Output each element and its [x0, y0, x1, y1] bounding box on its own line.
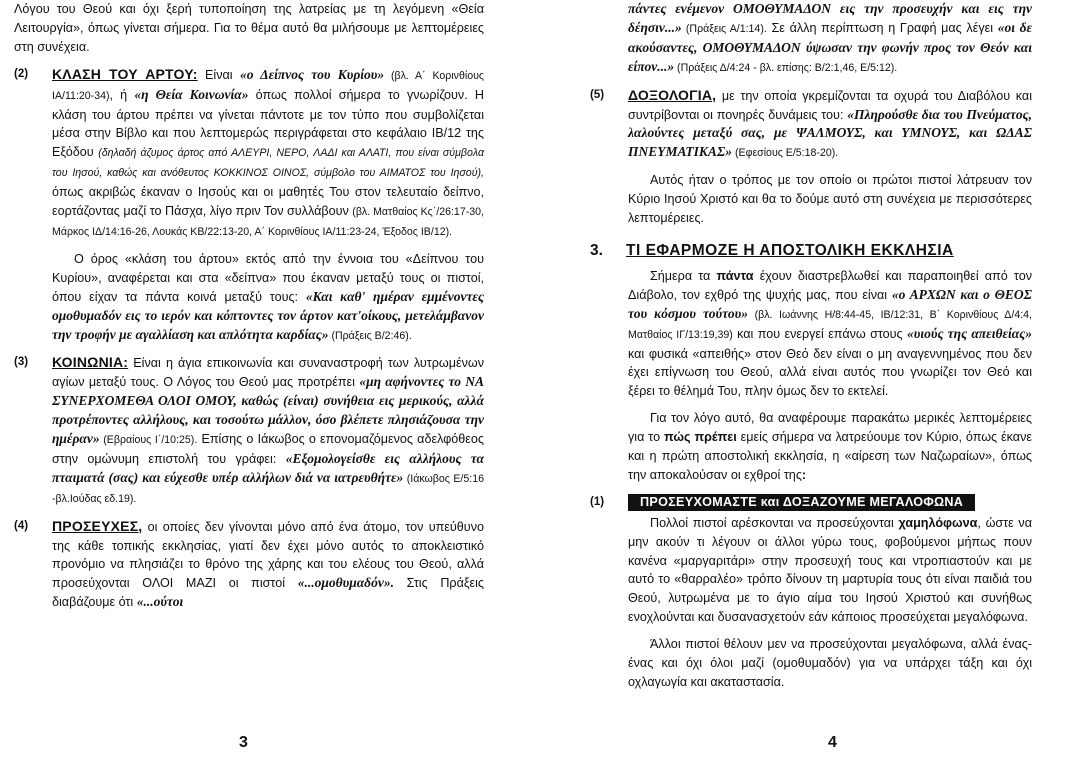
parenthetical-note: (δηλαδή άζυμος άρτος από ΑΛΕΥΡΙ, ΝΕΡΟ, ΛΑΔΙ και ΑΛΑΤΙ, που είναι σύμβολα του Ιησού, καθώς και ανόθευτος ΚΟΚΚΙΝΟΣ ΟΙΝΟΣ, σύμβολο του ΑΙΜΑΤΟΣ του Ιησού),: [52, 147, 484, 180]
item-3-koinonia: [14, 353, 484, 508]
quote: «οι δε ακούσαντες, ΟΜΟΘΥΜΑΔΟΝ ύψωσαν την φωνήν προς τον Θεόν και είπον...»: [628, 19, 1033, 74]
item-4-heading: ΠΡΟΣΕΥΧΕΣ,: [52, 517, 143, 534]
quote: «Και καθ' ημέραν εμμένοντες ομοθυμαδόν εις το ιερόν και κόπτοντες τον άρτον κατ'οίκους, μετελάμβανον την τροφήν με αγαλλίαση και απλότητα καρδίας»: [52, 288, 484, 342]
text-run: Στις Πράξεις διαβάζουμε ότι: [52, 576, 484, 610]
bold-run: :: [801, 467, 807, 482]
text-run: Είναι η άγια επικοινωνία και συναναστροφή των λυτρωμένων αγίων μεταξύ τους. Ο Λόγος του Θεού μας προτρέπει: [52, 356, 484, 390]
bold-run: πώς πρέπει: [664, 430, 737, 445]
left-page-content: [14, 0, 484, 612]
bold-run: πάντα: [716, 268, 754, 283]
item-4-proseuxes: [14, 517, 484, 613]
item-1-paragraph: [628, 514, 1032, 627]
reference: (Εφεσίους Ε/5:18-20).: [732, 147, 839, 160]
item-number: (1): [590, 495, 605, 508]
item-3-paragraph: [52, 353, 484, 508]
text-run: Πολλοί πιστοί αρέσκονται να προσεύχονται: [650, 515, 899, 530]
text-run: όπως πολλοί σήμερα το γνωρίζουν. Η κλάση του άρτου πρέπει να γίνεται πάντοτε με τον τύπο που συμβολίζεται μέσα στην Βίβλο και που λεπτομερώς περιγράφεται στο κεφάλαιο ΙΒ/12 της Εξόδου: [52, 87, 484, 160]
page-number: 4: [828, 734, 837, 751]
text-run: , ώστε να μην ακούν τι λέγουν οι άλλοι γύρω τους, φοβούμενοι μήπως πουν κανένα «μαργαριτάρι» στην προσευχή τους και ντροπιαστούν και με αυτό το «θαρραλέο» τρόπο δίνουν τη μαρτυρία τους ότι είναι παιδιά του Θεού, λυτρωμένα με το άγιο αίμα του Ιησού Χριστού και συνήθως ενοχλούνται και δυσανασχετούν εάν κάποιος προσεύχεται μεγαλόφωνα.: [628, 515, 1032, 625]
reference: (Εβραίους Ι΄/10:25).: [99, 434, 198, 447]
reference: (βλ. Ματθαίος Κς΄/26:17-30, Μάρκος ΙΔ/14:16-26, Λουκάς ΚΒ/22:13-20, Α΄ Κορινθίους ΙΑ/11:23-24, Έξοδος ΙΒ/12).: [52, 206, 484, 238]
text-run: Ο όρος «κλάση του άρτου» εκτός από την έννοια του «Δείπνου του Κυρίου», αναφέρεται και στα «δείπνα» που έκαναν μεταξύ τους οι πιστοί, όπου είχαν τα πάντα κοινά μεταξύ τους:: [52, 251, 484, 304]
reference: (βλ. Α΄ Κορινθίους ΙΑ/11:20-34): [52, 69, 485, 102]
reference: (Ιάκωβος Ε/5:16 -βλ.Ιούδας εδ.19).: [52, 472, 484, 505]
item-1-banner: ΠΡΟΣΕΥΧΟΜΑΣΤΕ και ΔΟΞΑΖΟΥΜΕ ΜΕΓΑΛΟΦΩΝΑ: [628, 494, 975, 511]
bold-run: χαμηλόφωνα: [898, 515, 978, 530]
section-paragraph-2: [628, 409, 1032, 485]
text-run: όπως ακριβώς έκαναν ο Ιησούς και οι μαθητές Του στον τελευταίο δείπνο, εορτάζοντας μαζί το Πάσχα, λίγο πριν Τον συλλάβουν: [52, 185, 484, 219]
continuation-paragraph: [628, 0, 1032, 78]
item-5-doxologia: [590, 86, 1032, 228]
text-run: , ή: [109, 87, 135, 102]
text-run: με την οποία γκρεμίζονται τα οχυρά του Διαβόλου και συντρίβονται οι πονηρές δυνάμεις του:: [628, 88, 1032, 122]
item-2-paragraph: [52, 65, 484, 242]
reference: (Πράξεις Δ/4:24 - βλ. επίσης: Β/2:1,46, Ε/5:12).: [674, 61, 898, 74]
quote: «μη αφήνοντες το ΝΑ ΣΥΝΕΡΧΟΜΕΘΑ ΟΛΟΙ ΟΜΟΥ, καθώς (είναι) συνήθεια εις μερικούς, αλλά προτρέποντες αλλήλους, και τοσούτω μάλλον, όσο βλέπετε πλησιάζουσα την ημέραν»: [52, 374, 484, 447]
quote: «υιούς της απειθείας»: [906, 325, 1032, 341]
right-page-content: [590, 0, 1032, 692]
item-2-second-paragraph: [52, 250, 484, 346]
section-number: 3.: [590, 241, 603, 259]
text-run: έχουν διαστρεβλωθεί και παραποιηθεί από τον Διάβολο, τον εχθρό της ψυχής μας, που είναι: [628, 268, 1032, 302]
item-2-klasi-artou: [14, 65, 484, 346]
item-1-row: [590, 493, 1032, 512]
item-number: (5): [590, 88, 605, 101]
item-number: (3): [14, 356, 29, 369]
item-number: (2): [14, 67, 29, 80]
text-run: Για τον λόγο αυτό, θα αναφέρουμε παρακάτω μερικές λεπτομέρειες για το: [628, 411, 1032, 445]
item-5-paragraph: [628, 86, 1032, 164]
quote: «Εξομολογείσθε εις αλλήλους τα πταιματά (σας) και εύχεσθε υπέρ αλλήλων διά να ιατρευθήτε»: [52, 450, 484, 485]
intro-paragraph: Λόγου του Θεού και όχι ξερή τυποποίηση της λατρείας με τη λεγόμενη «Θεία Λειτουργία», όπως γίνεται σήμερα. Για το θέμα αυτό θα μιλήσουμε με λεπτομέρειες στη συνέχεια.: [14, 2, 484, 54]
right-page: [590, 0, 1032, 768]
item-5-heading: ΔΟΞΟΛΟΓΙΑ,: [628, 86, 717, 103]
quote: «η Θεία Κοινωνία»: [134, 86, 249, 102]
item-1-body: [590, 514, 1032, 692]
quote: «...ούτοι: [136, 594, 184, 610]
item-4-continuation: [590, 0, 1032, 78]
left-page: [14, 0, 484, 768]
quote: πάντες ενέμενον ΟΜΟΘΥΜΑΔΟΝ εις την προσευχήν και εις την δέησιν...»: [628, 1, 1032, 35]
section-paragraph-1: [628, 267, 1032, 401]
text-run: εμείς σήμερα να λατρεύουμε τον Κύριο, όπως έκανε και η πρώτη αποστολική εκκλησία, η «αίρεση των Ναζωραίων», όπως την αποκαλούσαν οι εχθροί της: [628, 430, 1032, 482]
section-body: [590, 267, 1032, 485]
text-run: Είναι: [197, 67, 240, 82]
text-run: Επίσης ο Ιάκωβος ο επονομαζόμενος αδελφόθεος στην ομώνυμη επιστολή του γράφει:: [52, 432, 484, 466]
reference: (Πράξεις Α/1:14).: [681, 22, 767, 35]
item-1-second-paragraph: Άλλοι πιστοί θέλουν μεν να προσεύχονται μεγαλόφωνα, αλλά ένας-ένας και όχι όλοι μαζί (ομοθυμαδόν) για να υπάρχει τάξη και όχι οχλαγωγία και ακαταστασία.: [628, 637, 1032, 689]
item-4-paragraph: [52, 517, 484, 613]
closing-paragraph: Αυτός ήταν ο τρόπος με τον οποίο οι πρώτοι πιστοί λάτρευαν τον Κύριο Ιησού Χριστό και θα το δούμε αυτό στη συνέχεια με περισσότερες λεπτομέρειες.: [628, 173, 1032, 226]
quote: «ο ΑΡΧΩΝ και ο ΘΕΟΣ του κόσμου τούτου»: [628, 286, 1032, 321]
text-run: και που ενεργεί επάνω στους: [732, 326, 907, 341]
quote: «...ομοθυμαδόν».: [297, 575, 394, 591]
text-run: Σε άλλη περίπτωση η Γραφή μας λέγει: [766, 20, 998, 35]
text-run: και φυσικά «απειθής» στον Θεό δεν είναι ο μη αναγεννημένος που δεν έχει επίγνωση του Θεού, αλλά είναι αυτός που γνωρίζει τον Θεό και ξέρει το θέλημά Του, πλην όμως δεν το εκτελεί.: [628, 346, 1032, 399]
item-3-heading: ΚΟΙΝΩΝΙΑ:: [52, 354, 129, 371]
section-heading: [590, 242, 1032, 261]
item-2-heading: ΚΛΑΣΗ ΤΟΥ ΑΡΤΟΥ:: [52, 65, 198, 82]
item-number: (4): [14, 519, 29, 532]
quote: «ο Δείπνος του Κυρίου»: [239, 66, 385, 82]
quote: «Πληρούσθε δια του Πνεύματος, λαλούντες μεταξύ σας, με ΨΑΛΜΟΥΣ, και ΥΜΝΟΥΣ, και ΩΔΑΣ ΠΝΕΥΜΑΤΙΚΑΣ»: [628, 106, 1032, 160]
page-number: 3: [239, 734, 248, 751]
text-run: οι οποίες δεν γίνονται μόνο από ένα άτομο, τον υπεύθυνο της κάθε τοπικής εκκλησίας, γιατί δεν έχει μόνο αυτός το αποκλειστικό προνόμιο να πλησιάζει το θρόνο της χάρης και του ελέους του Θεού, αλλά προσεύχονται ΟΛΟΙ ΜΑΖΙ οι πιστοί: [52, 519, 484, 591]
section-title: ΤΙ ΕΦΑΡΜΟΖΕ Η ΑΠΟΣΤΟΛΙΚΗ ΕΚΚΛΗΣΙΑ: [626, 241, 954, 259]
reference: (Πράξεις Β/2:46).: [328, 329, 412, 342]
reference: (βλ. Ιωάννης Η/8:44-45, ΙΒ/12:31, Β΄ Κορινθίους Δ/4:4, Ματθαίος ΙΓ/13:19,39): [628, 308, 1032, 341]
text-run: Σήμερα τα: [650, 268, 717, 283]
